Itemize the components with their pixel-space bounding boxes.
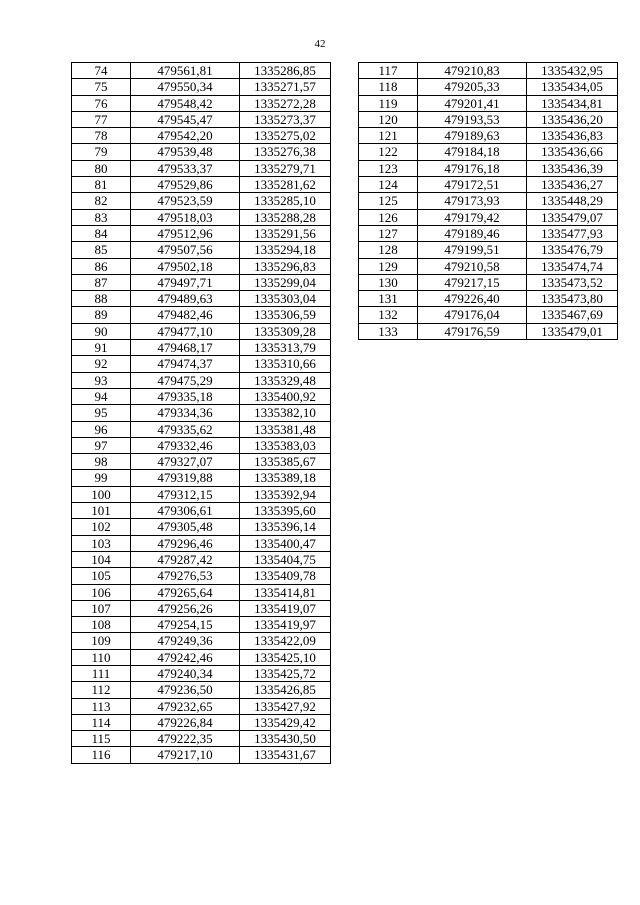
point-number-cell: 119 <box>359 95 418 111</box>
table-row <box>359 63 618 79</box>
table-row <box>72 128 331 144</box>
x-coordinate-cell: 479561,81 <box>131 63 240 79</box>
x-coordinate-cell: 479217,15 <box>418 274 527 290</box>
point-number-cell: 89 <box>72 307 131 323</box>
table-row <box>72 307 331 323</box>
table-row <box>359 209 618 225</box>
x-coordinate-cell: 479539,48 <box>131 144 240 160</box>
y-coordinate-cell: 1335434,81 <box>527 95 618 111</box>
x-coordinate-cell: 479240,34 <box>131 665 240 681</box>
table-row <box>359 144 618 160</box>
y-coordinate-cell: 1335477,93 <box>527 225 618 241</box>
y-coordinate-cell: 1335419,07 <box>240 600 331 616</box>
y-coordinate-cell: 1335434,05 <box>527 79 618 95</box>
x-coordinate-cell: 479256,26 <box>131 600 240 616</box>
y-coordinate-cell: 1335436,66 <box>527 144 618 160</box>
x-coordinate-cell: 479276,53 <box>131 568 240 584</box>
point-number-cell: 103 <box>72 535 131 551</box>
y-coordinate-cell: 1335299,04 <box>240 274 331 290</box>
x-coordinate-cell: 479210,58 <box>418 258 527 274</box>
x-coordinate-cell: 479548,42 <box>131 95 240 111</box>
x-coordinate-cell: 479468,17 <box>131 340 240 356</box>
point-number-cell: 126 <box>359 209 418 225</box>
table-row <box>359 242 618 258</box>
point-number-cell: 128 <box>359 242 418 258</box>
y-coordinate-cell: 1335419,97 <box>240 617 331 633</box>
x-coordinate-cell: 479189,46 <box>418 225 527 241</box>
point-number-cell: 118 <box>359 79 418 95</box>
point-number-cell: 125 <box>359 193 418 209</box>
table-row <box>359 323 618 339</box>
x-coordinate-cell: 479523,59 <box>131 193 240 209</box>
x-coordinate-cell: 479249,36 <box>131 633 240 649</box>
x-coordinate-cell: 479327,07 <box>131 454 240 470</box>
x-coordinate-cell: 479475,29 <box>131 372 240 388</box>
point-number-cell: 120 <box>359 111 418 127</box>
x-coordinate-cell: 479550,34 <box>131 79 240 95</box>
x-coordinate-cell: 479489,63 <box>131 291 240 307</box>
point-number-cell: 94 <box>72 388 131 404</box>
point-number-cell: 132 <box>359 307 418 323</box>
y-coordinate-cell: 1335479,07 <box>527 209 618 225</box>
x-coordinate-cell: 479217,10 <box>131 747 240 763</box>
x-coordinate-cell: 479173,93 <box>418 193 527 209</box>
y-coordinate-cell: 1335479,01 <box>527 323 618 339</box>
y-coordinate-cell: 1335310,66 <box>240 356 331 372</box>
point-number-cell: 111 <box>72 665 131 681</box>
y-coordinate-cell: 1335313,79 <box>240 340 331 356</box>
x-coordinate-cell: 479518,03 <box>131 209 240 225</box>
y-coordinate-cell: 1335279,71 <box>240 160 331 176</box>
point-number-cell: 101 <box>72 503 131 519</box>
point-number-cell: 87 <box>72 274 131 290</box>
y-coordinate-cell: 1335431,67 <box>240 747 331 763</box>
point-number-cell: 74 <box>72 63 131 79</box>
x-coordinate-cell: 479210,83 <box>418 63 527 79</box>
point-number-cell: 124 <box>359 177 418 193</box>
y-coordinate-cell: 1335473,80 <box>527 291 618 307</box>
point-number-cell: 92 <box>72 356 131 372</box>
y-coordinate-cell: 1335271,57 <box>240 79 331 95</box>
point-number-cell: 78 <box>72 128 131 144</box>
table-row <box>72 274 331 290</box>
x-coordinate-cell: 479545,47 <box>131 111 240 127</box>
x-coordinate-cell: 479477,10 <box>131 323 240 339</box>
point-number-cell: 88 <box>72 291 131 307</box>
point-number-cell: 129 <box>359 258 418 274</box>
table-row <box>359 177 618 193</box>
x-coordinate-cell: 479296,46 <box>131 535 240 551</box>
table-row <box>359 225 618 241</box>
y-coordinate-cell: 1335436,20 <box>527 111 618 127</box>
point-number-cell: 96 <box>72 421 131 437</box>
y-coordinate-cell: 1335329,48 <box>240 372 331 388</box>
point-number-cell: 105 <box>72 568 131 584</box>
x-coordinate-cell: 479312,15 <box>131 486 240 502</box>
table-row <box>72 617 331 633</box>
point-number-cell: 112 <box>72 682 131 698</box>
table-row <box>359 274 618 290</box>
table-row <box>72 454 331 470</box>
x-coordinate-cell: 479502,18 <box>131 258 240 274</box>
table-row <box>72 698 331 714</box>
table-row <box>72 584 331 600</box>
x-coordinate-cell: 479176,04 <box>418 307 527 323</box>
x-coordinate-cell: 479334,36 <box>131 405 240 421</box>
table-row <box>72 682 331 698</box>
point-number-cell: 108 <box>72 617 131 633</box>
x-coordinate-cell: 479201,41 <box>418 95 527 111</box>
table-row <box>72 470 331 486</box>
coordinates-table-right <box>358 62 618 340</box>
table-row <box>72 714 331 730</box>
x-coordinate-cell: 479205,33 <box>418 79 527 95</box>
point-number-cell: 99 <box>72 470 131 486</box>
table-row <box>72 323 331 339</box>
point-number-cell: 110 <box>72 649 131 665</box>
x-coordinate-cell: 479222,35 <box>131 731 240 747</box>
x-coordinate-cell: 479242,46 <box>131 649 240 665</box>
x-coordinate-cell: 479189,63 <box>418 128 527 144</box>
point-number-cell: 98 <box>72 454 131 470</box>
table-row <box>72 291 331 307</box>
table-row <box>72 731 331 747</box>
x-coordinate-cell: 479176,18 <box>418 160 527 176</box>
x-coordinate-cell: 479193,53 <box>418 111 527 127</box>
y-coordinate-cell: 1335436,27 <box>527 177 618 193</box>
table-row <box>72 747 331 763</box>
point-number-cell: 121 <box>359 128 418 144</box>
point-number-cell: 133 <box>359 323 418 339</box>
point-number-cell: 104 <box>72 551 131 567</box>
table-row <box>72 519 331 535</box>
x-coordinate-cell: 479172,51 <box>418 177 527 193</box>
point-number-cell: 83 <box>72 209 131 225</box>
point-number-cell: 81 <box>72 177 131 193</box>
point-number-cell: 90 <box>72 323 131 339</box>
point-number-cell: 76 <box>72 95 131 111</box>
x-coordinate-cell: 479332,46 <box>131 437 240 453</box>
x-coordinate-cell: 479507,56 <box>131 242 240 258</box>
table-row <box>72 95 331 111</box>
table-row <box>359 193 618 209</box>
x-coordinate-cell: 479265,64 <box>131 584 240 600</box>
point-number-cell: 93 <box>72 372 131 388</box>
point-number-cell: 114 <box>72 714 131 730</box>
table-row <box>72 225 331 241</box>
table-row <box>72 79 331 95</box>
y-coordinate-cell: 1335474,74 <box>527 258 618 274</box>
y-coordinate-cell: 1335273,37 <box>240 111 331 127</box>
y-coordinate-cell: 1335427,92 <box>240 698 331 714</box>
table-row <box>72 356 331 372</box>
y-coordinate-cell: 1335467,69 <box>527 307 618 323</box>
point-number-cell: 127 <box>359 225 418 241</box>
y-coordinate-cell: 1335448,29 <box>527 193 618 209</box>
x-coordinate-cell: 479533,37 <box>131 160 240 176</box>
table-row <box>72 258 331 274</box>
table-row <box>359 291 618 307</box>
table-row <box>72 568 331 584</box>
page-number: 42 <box>314 38 326 50</box>
table-row <box>72 535 331 551</box>
table-row <box>359 258 618 274</box>
coordinates-table-left <box>71 62 331 764</box>
y-coordinate-cell: 1335306,59 <box>240 307 331 323</box>
table-row <box>72 421 331 437</box>
point-number-cell: 77 <box>72 111 131 127</box>
table-row <box>72 633 331 649</box>
y-coordinate-cell: 1335426,85 <box>240 682 331 698</box>
table-row <box>359 160 618 176</box>
table-row <box>72 372 331 388</box>
x-coordinate-cell: 479232,65 <box>131 698 240 714</box>
point-number-cell: 97 <box>72 437 131 453</box>
x-coordinate-cell: 479474,37 <box>131 356 240 372</box>
y-coordinate-cell: 1335286,85 <box>240 63 331 79</box>
point-number-cell: 115 <box>72 731 131 747</box>
y-coordinate-cell: 1335430,50 <box>240 731 331 747</box>
y-coordinate-cell: 1335383,03 <box>240 437 331 453</box>
x-coordinate-cell: 479287,42 <box>131 551 240 567</box>
point-number-cell: 109 <box>72 633 131 649</box>
y-coordinate-cell: 1335425,72 <box>240 665 331 681</box>
y-coordinate-cell: 1335296,83 <box>240 258 331 274</box>
table-row <box>72 388 331 404</box>
x-coordinate-cell: 479254,15 <box>131 617 240 633</box>
y-coordinate-cell: 1335291,56 <box>240 225 331 241</box>
point-number-cell: 86 <box>72 258 131 274</box>
y-coordinate-cell: 1335414,81 <box>240 584 331 600</box>
y-coordinate-cell: 1335303,04 <box>240 291 331 307</box>
x-coordinate-cell: 479335,18 <box>131 388 240 404</box>
point-number-cell: 107 <box>72 600 131 616</box>
table-row <box>72 144 331 160</box>
table-row <box>72 209 331 225</box>
x-coordinate-cell: 479226,40 <box>418 291 527 307</box>
table-row <box>359 95 618 111</box>
x-coordinate-cell: 479482,46 <box>131 307 240 323</box>
x-coordinate-cell: 479179,42 <box>418 209 527 225</box>
table-row <box>359 111 618 127</box>
point-number-cell: 130 <box>359 274 418 290</box>
table-row <box>72 405 331 421</box>
y-coordinate-cell: 1335476,79 <box>527 242 618 258</box>
y-coordinate-cell: 1335309,28 <box>240 323 331 339</box>
x-coordinate-cell: 479184,18 <box>418 144 527 160</box>
table-row <box>72 193 331 209</box>
point-number-cell: 131 <box>359 291 418 307</box>
table-row <box>72 177 331 193</box>
point-number-cell: 85 <box>72 242 131 258</box>
x-coordinate-cell: 479542,20 <box>131 128 240 144</box>
y-coordinate-cell: 1335285,10 <box>240 193 331 209</box>
table-row <box>72 600 331 616</box>
y-coordinate-cell: 1335425,10 <box>240 649 331 665</box>
y-coordinate-cell: 1335400,47 <box>240 535 331 551</box>
y-coordinate-cell: 1335272,28 <box>240 95 331 111</box>
table-row <box>359 307 618 323</box>
table-row <box>72 486 331 502</box>
y-coordinate-cell: 1335281,62 <box>240 177 331 193</box>
x-coordinate-cell: 479306,61 <box>131 503 240 519</box>
point-number-cell: 123 <box>359 160 418 176</box>
table-row <box>72 649 331 665</box>
y-coordinate-cell: 1335429,42 <box>240 714 331 730</box>
table-row <box>72 242 331 258</box>
table-row <box>72 437 331 453</box>
y-coordinate-cell: 1335389,18 <box>240 470 331 486</box>
table-row <box>72 503 331 519</box>
y-coordinate-cell: 1335276,38 <box>240 144 331 160</box>
y-coordinate-cell: 1335395,60 <box>240 503 331 519</box>
point-number-cell: 79 <box>72 144 131 160</box>
y-coordinate-cell: 1335422,09 <box>240 633 331 649</box>
x-coordinate-cell: 479199,51 <box>418 242 527 258</box>
x-coordinate-cell: 479319,88 <box>131 470 240 486</box>
y-coordinate-cell: 1335432,95 <box>527 63 618 79</box>
point-number-cell: 117 <box>359 63 418 79</box>
y-coordinate-cell: 1335404,75 <box>240 551 331 567</box>
table-row <box>72 551 331 567</box>
table-row <box>72 340 331 356</box>
point-number-cell: 75 <box>72 79 131 95</box>
point-number-cell: 84 <box>72 225 131 241</box>
y-coordinate-cell: 1335400,92 <box>240 388 331 404</box>
point-number-cell: 106 <box>72 584 131 600</box>
point-number-cell: 113 <box>72 698 131 714</box>
table-row <box>359 128 618 144</box>
x-coordinate-cell: 479236,50 <box>131 682 240 698</box>
point-number-cell: 102 <box>72 519 131 535</box>
x-coordinate-cell: 479226,84 <box>131 714 240 730</box>
x-coordinate-cell: 479497,71 <box>131 274 240 290</box>
point-number-cell: 116 <box>72 747 131 763</box>
y-coordinate-cell: 1335436,83 <box>527 128 618 144</box>
table-row <box>72 665 331 681</box>
table-row <box>72 111 331 127</box>
x-coordinate-cell: 479529,86 <box>131 177 240 193</box>
y-coordinate-cell: 1335294,18 <box>240 242 331 258</box>
x-coordinate-cell: 479176,59 <box>418 323 527 339</box>
point-number-cell: 82 <box>72 193 131 209</box>
table-row <box>72 63 331 79</box>
y-coordinate-cell: 1335382,10 <box>240 405 331 421</box>
table-row <box>72 160 331 176</box>
y-coordinate-cell: 1335392,94 <box>240 486 331 502</box>
point-number-cell: 95 <box>72 405 131 421</box>
table-row <box>359 79 618 95</box>
y-coordinate-cell: 1335409,78 <box>240 568 331 584</box>
point-number-cell: 122 <box>359 144 418 160</box>
y-coordinate-cell: 1335473,52 <box>527 274 618 290</box>
x-coordinate-cell: 479335,62 <box>131 421 240 437</box>
x-coordinate-cell: 479305,48 <box>131 519 240 535</box>
x-coordinate-cell: 479512,96 <box>131 225 240 241</box>
y-coordinate-cell: 1335385,67 <box>240 454 331 470</box>
point-number-cell: 91 <box>72 340 131 356</box>
y-coordinate-cell: 1335396,14 <box>240 519 331 535</box>
point-number-cell: 80 <box>72 160 131 176</box>
y-coordinate-cell: 1335381,48 <box>240 421 331 437</box>
point-number-cell: 100 <box>72 486 131 502</box>
y-coordinate-cell: 1335275,02 <box>240 128 331 144</box>
y-coordinate-cell: 1335288,28 <box>240 209 331 225</box>
y-coordinate-cell: 1335436,39 <box>527 160 618 176</box>
